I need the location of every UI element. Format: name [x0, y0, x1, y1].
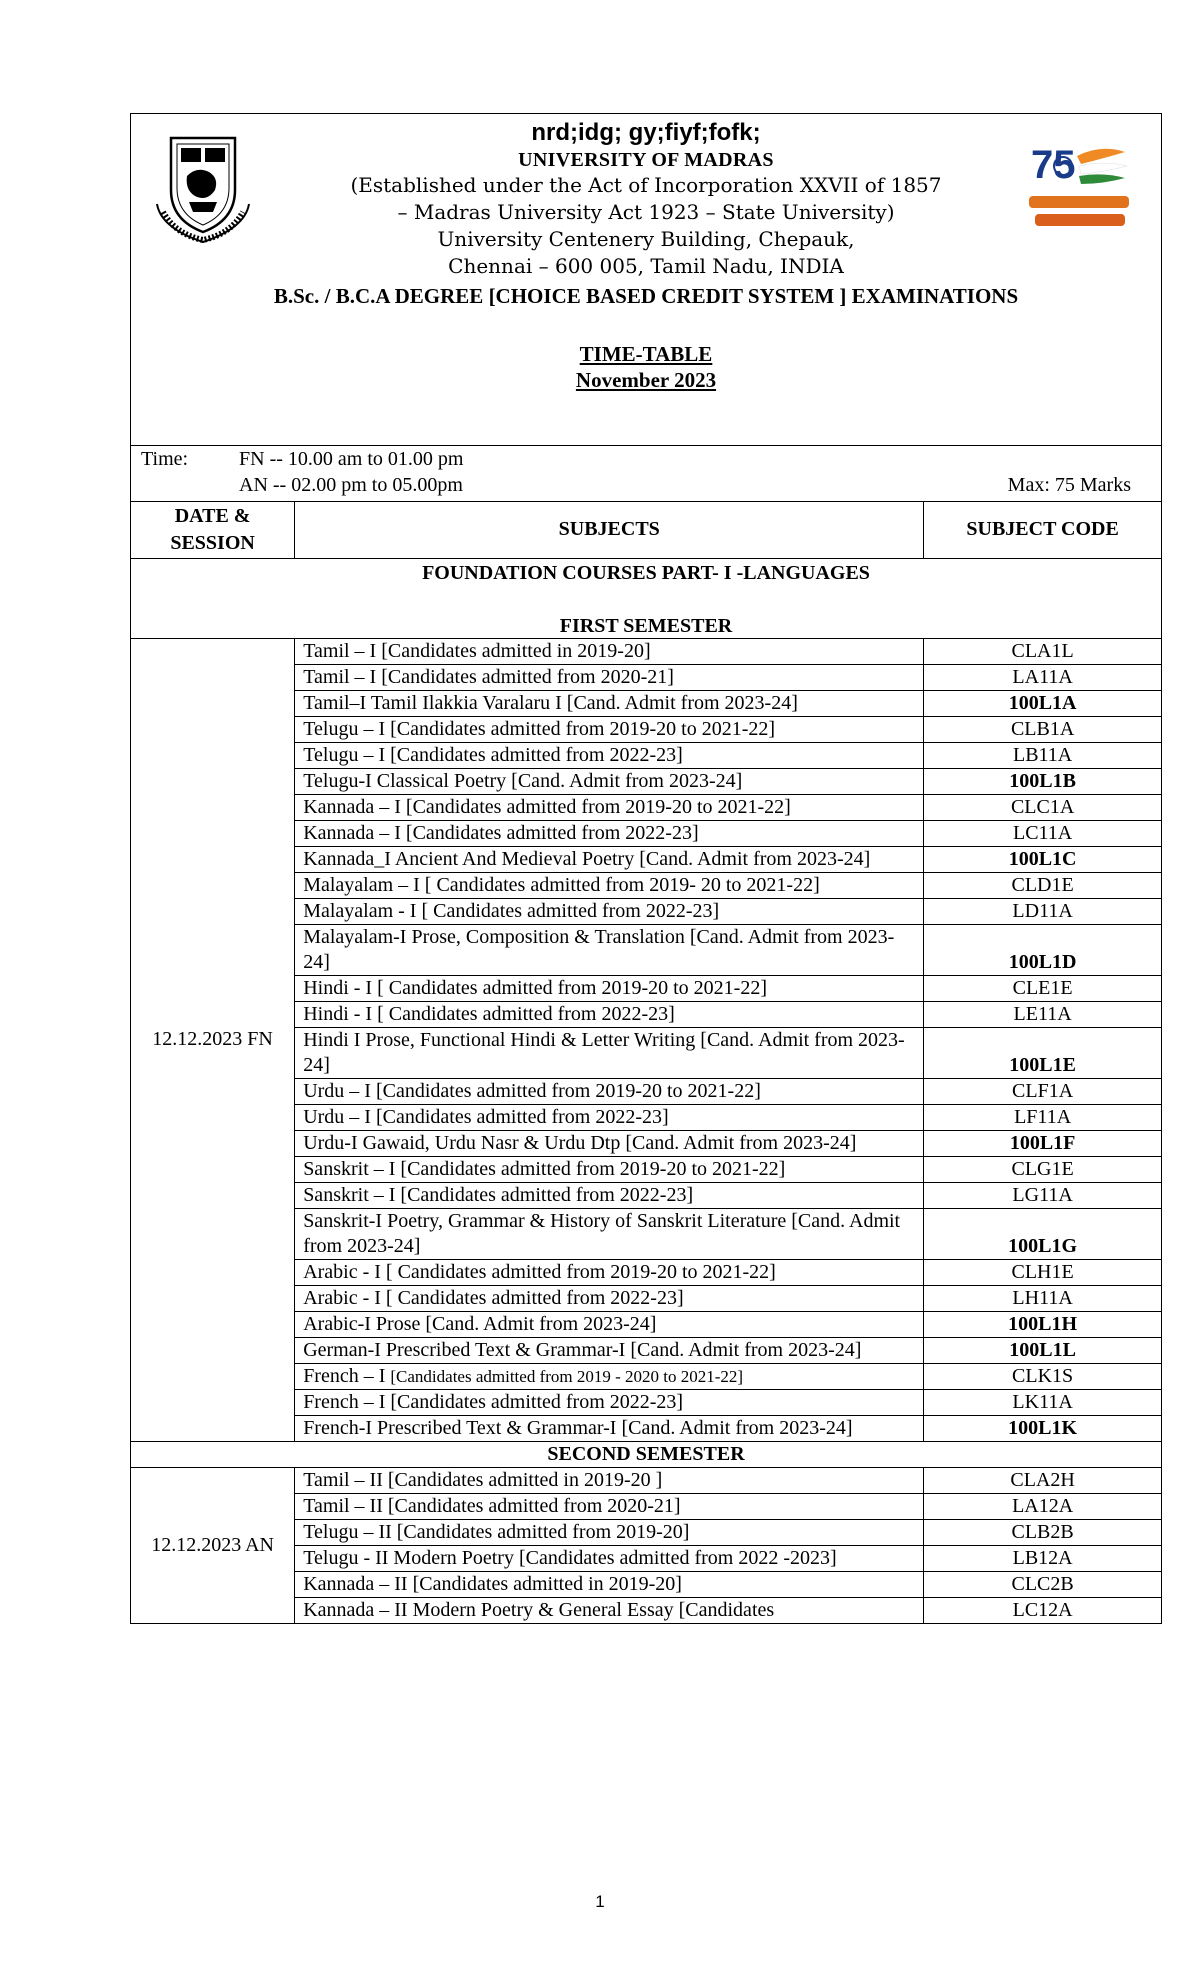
subject-cell: Kannada_I Ancient And Medieval Poetry [Cand. Admit from 2023-24] — [295, 846, 924, 872]
subject-code-cell: CLD1E — [924, 872, 1162, 898]
foundation-title: FOUNDATION COURSES PART- I -LANGUAGES — [422, 561, 870, 584]
subject-code-cell: CLG1E — [924, 1156, 1162, 1182]
exam-title: B.Sc. / B.C.A DEGREE [CHOICE BASED CREDIT SYSTEM ] EXAMINATIONS — [273, 284, 1019, 308]
subject-cell: Kannada – I [Candidates admitted from 2019-20 to 2021-22] — [295, 794, 924, 820]
subject-code-cell: LG11A — [924, 1182, 1162, 1208]
subject-cell: Sanskrit – I [Candidates admitted from 2022-23] — [295, 1182, 924, 1208]
subject-prefix: French – I — [303, 1364, 391, 1387]
subject-cell: Arabic-I Prose [Cand. Admit from 2023-24] — [295, 1311, 924, 1337]
date-session-header-line-2: SESSION — [170, 531, 255, 554]
subject-cell: Urdu – I [Candidates admitted from 2019-20 to 2021-22] — [295, 1078, 924, 1104]
timetable — [130, 502, 1162, 1624]
subject-code-cell: LA12A — [924, 1493, 1162, 1519]
subject-cell: Sanskrit – I [Candidates admitted from 2019-20 to 2021-22] — [295, 1156, 924, 1182]
subject-code-cell: LB11A — [924, 742, 1162, 768]
subject-cell: Urdu – I [Candidates admitted from 2022-23] — [295, 1104, 924, 1130]
subject-code-cell: LD11A — [924, 898, 1162, 924]
subject-cell: Telugu – I [Candidates admitted from 2022-23] — [295, 742, 924, 768]
subject-code-cell: CLF1A — [924, 1078, 1162, 1104]
subject-code-cell: LC12A — [924, 1597, 1162, 1623]
subject-code-cell: 100L1G — [924, 1208, 1162, 1259]
table-row — [131, 638, 1162, 664]
subject-code-cell: 100L1E — [924, 1027, 1162, 1078]
subject-cell: Malayalam – I [ Candidates admitted from 2019- 20 to 2021-22] — [295, 872, 924, 898]
section-title — [131, 558, 1162, 638]
subject-cell — [295, 1363, 924, 1389]
page-frame — [130, 113, 1162, 1624]
subject-code-cell: LH11A — [924, 1285, 1162, 1311]
subject-cell: Sanskrit-I Poetry, Grammar & History of Sanskrit Literature [Cand. Admit from 2023-24] — [295, 1208, 924, 1259]
session-month: November 2023 — [575, 368, 717, 392]
subject-code-cell: 100L1B — [924, 768, 1162, 794]
university-name: UNIVERSITY OF MADRAS — [518, 149, 774, 171]
subject-cell: Arabic - I [ Candidates admitted from 2019-20 to 2021-22] — [295, 1259, 924, 1285]
fn-session-time: FN -- 10.00 am to 01.00 pm — [239, 448, 464, 470]
subject-cell: Tamil – II [Candidates admitted in 2019-20 ] — [295, 1467, 924, 1493]
subject-code-cell: 100L1L — [924, 1337, 1162, 1363]
address-line-4: Chennai – 600 005, Tamil Nadu, INDIA — [448, 254, 844, 278]
time-info — [130, 446, 1162, 502]
subject-cell: Telugu - II Modern Poetry [Candidates admitted from 2022 -2023] — [295, 1545, 924, 1571]
date-session-header-line-1: DATE & — [174, 504, 251, 527]
subject-cell: Kannada – I [Candidates admitted from 2022-23] — [295, 820, 924, 846]
subject-cell: French-I Prescribed Text & Grammar-I [Cand. Admit from 2023-24] — [295, 1415, 924, 1441]
subject-cell: Arabic - I [ Candidates admitted from 2022-23] — [295, 1285, 924, 1311]
second-semester-title: SECOND SEMESTER — [131, 1441, 1162, 1467]
subject-cell: Hindi - I [ Candidates admitted from 2022-23] — [295, 1001, 924, 1027]
date-session-cell: 12.12.2023 FN — [131, 638, 295, 1441]
subject-code-cell: CLC2B — [924, 1571, 1162, 1597]
subject-code-cell: 100L1H — [924, 1311, 1162, 1337]
subject-code-cell: CLA2H — [924, 1467, 1162, 1493]
subject-code-cell: LF11A — [924, 1104, 1162, 1130]
subject-detail: [Candidates admitted from 2019 - 2020 to 2021-22] — [390, 1366, 744, 1386]
subject-cell: Malayalam - I [ Candidates admitted from 2022-23] — [295, 898, 924, 924]
letterhead — [130, 113, 1162, 446]
date-session-cell: 12.12.2023 AN — [131, 1467, 295, 1623]
subject-cell: Urdu-I Gawaid, Urdu Nasr & Urdu Dtp [Cand. Admit from 2023-24] — [295, 1130, 924, 1156]
subject-cell: Tamil–I Tamil Ilakkia Varalaru I [Cand. Admit from 2023-24] — [295, 690, 924, 716]
subject-code-cell: CLB2B — [924, 1519, 1162, 1545]
table-header-row — [131, 502, 1162, 558]
subject-code-cell: CLE1E — [924, 975, 1162, 1001]
address-line-3: University Centenery Building, Chepauk, — [437, 227, 855, 251]
table-row — [131, 1467, 1162, 1493]
subject-cell: French – I [Candidates admitted from 2022-23] — [295, 1389, 924, 1415]
page-number: 1 — [595, 1892, 605, 1911]
subject-code-cell: LK11A — [924, 1389, 1162, 1415]
subject-cell: Kannada – II [Candidates admitted in 2019-20] — [295, 1571, 924, 1597]
date-session-header — [131, 502, 295, 558]
subject-code-cell: LB12A — [924, 1545, 1162, 1571]
subject-code-cell: CLH1E — [924, 1259, 1162, 1285]
subject-code-cell: LA11A — [924, 664, 1162, 690]
subject-code-cell: 100L1D — [924, 924, 1162, 975]
an-session-time: AN -- 02.00 pm to 05.00pm — [239, 474, 463, 496]
subject-code-cell: 100L1F — [924, 1130, 1162, 1156]
tamil-university-name: nrd;idg; gy;fiyf;fofk; — [531, 119, 761, 146]
subjects-header: SUBJECTS — [295, 502, 924, 558]
subject-code-cell: CLC1A — [924, 794, 1162, 820]
subject-code-cell: 100L1K — [924, 1415, 1162, 1441]
subject-cell: Kannada – II Modern Poetry & General Essay [Candidates — [295, 1597, 924, 1623]
max-marks: Max: 75 Marks — [1007, 474, 1131, 496]
emblem-number: 75 — [1031, 143, 1076, 187]
subject-code-cell: CLB1A — [924, 716, 1162, 742]
subject-code-cell: 100L1C — [924, 846, 1162, 872]
subject-code-cell: LE11A — [924, 1001, 1162, 1027]
subject-cell: Telugu – I [Candidates admitted from 2019-20 to 2021-22] — [295, 716, 924, 742]
subject-cell: Hindi I Prose, Functional Hindi & Letter Writing [Cand. Admit from 2023-24] — [295, 1027, 924, 1078]
timetable-title: TIME-TABLE — [579, 342, 713, 366]
section-foundation-row — [131, 558, 1162, 638]
subject-code-cell: CLK1S — [924, 1363, 1162, 1389]
subject-cell: Malayalam-I Prose, Composition & Translation [Cand. Admit from 2023-24] — [295, 924, 924, 975]
subject-code-header: SUBJECT CODE — [924, 502, 1162, 558]
subject-code-cell: 100L1A — [924, 690, 1162, 716]
section-second-semester-row — [131, 1441, 1162, 1467]
address-line-2: – Madras University Act 1923 – State University) — [397, 200, 895, 224]
subject-cell: Telugu – II [Candidates admitted from 2019-20] — [295, 1519, 924, 1545]
subject-cell: German-I Prescribed Text & Grammar-I [Cand. Admit from 2023-24] — [295, 1337, 924, 1363]
subject-cell: Telugu-I Classical Poetry [Cand. Admit from 2023-24] — [295, 768, 924, 794]
subject-cell: Tamil – II [Candidates admitted from 2020-21] — [295, 1493, 924, 1519]
subject-cell: Tamil – I [Candidates admitted from 2020-21] — [295, 664, 924, 690]
subject-cell: Tamil – I [Candidates admitted in 2019-20] — [295, 638, 924, 664]
subject-code-cell: CLA1L — [924, 638, 1162, 664]
address-line-1: (Established under the Act of Incorporation XXVII of 1857 — [350, 173, 942, 197]
first-semester-title: FIRST SEMESTER — [559, 614, 733, 637]
subject-code-cell: LC11A — [924, 820, 1162, 846]
subject-cell: Hindi - I [ Candidates admitted from 2019-20 to 2021-22] — [295, 975, 924, 1001]
time-label: Time: — [141, 448, 189, 470]
